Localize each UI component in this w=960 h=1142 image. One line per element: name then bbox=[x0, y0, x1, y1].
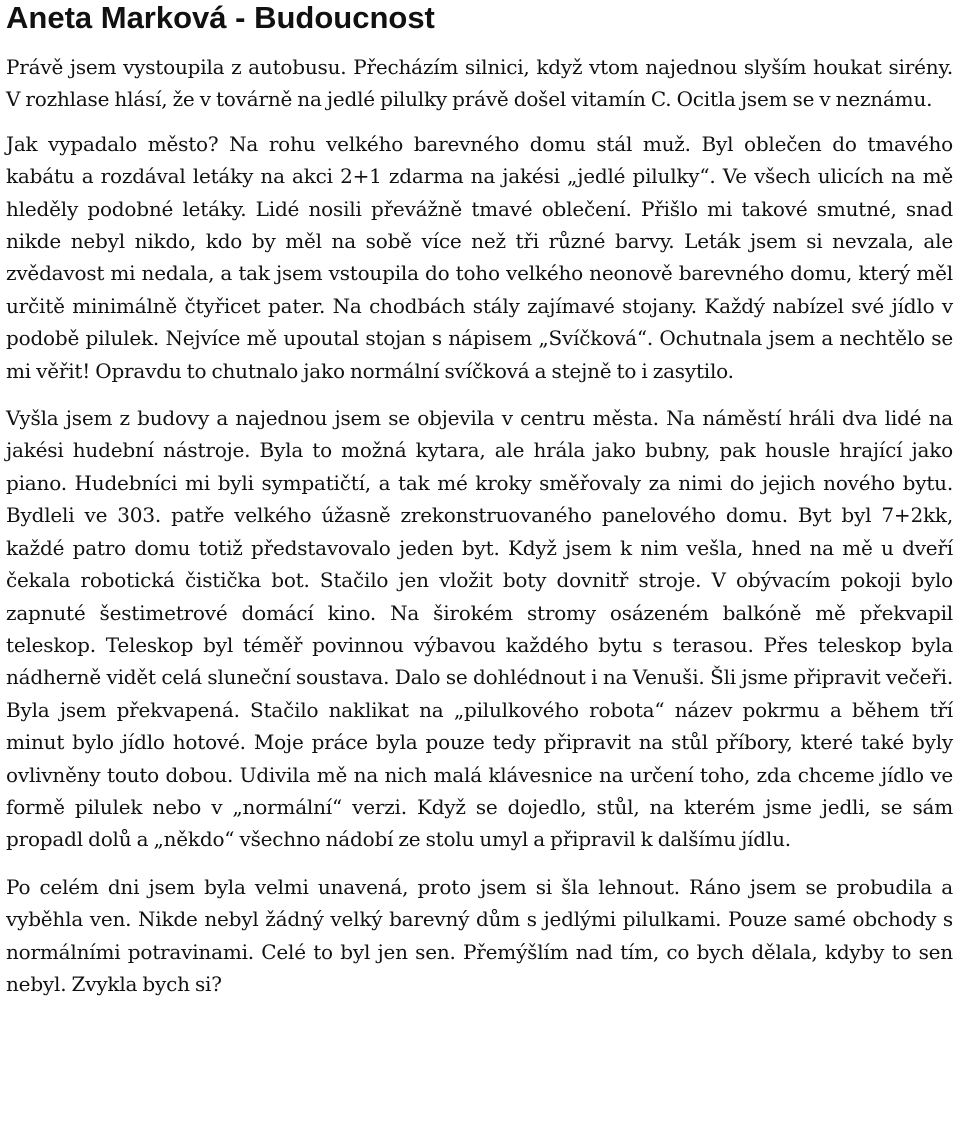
document-title: Aneta Marková - Budoucnost bbox=[6, 0, 435, 35]
paragraph-1: Právě jsem vystoupila z autobusu. Přecházím silnici, když vtom najednou slyším houkat sirény. V rozhlase hlásí, že v továrně na jedlé pilulky právě došel vitamín C. Ocitla jsem se v neznámu. bbox=[6, 55, 953, 112]
paragraph-2: Jak vypadalo město? Na rohu velkého barevného domu stál muž. Byl oblečen do tmavého kabátu a rozdával letáky na akci 2+1 zdarma na jakési „jedlé pilulky“. Ve všech ulicích na mě hleděly podobné letáky. Lidé nosili převážně tmavé oblečení. Přišlo mi takové smutné, snad nikde nebyl nikdo, kdo by měl na sobě více než tři různé barvy. Leták jsem si nevzala, ale zvědavost mi nedala, a tak jsem vstoupila do toho velkého neonově barevného domu, který měl určitě minimálně čtyřicet pater. Na chodbách stály zajímavé stojany. Každý nabízel své jídlo v podobě pilulek. Nejvíce mě upoutal stojan s nápisem „Svíčková“. Ochutnala jsem a nechtělo se mi věřit! Opravdu to chutnalo jako normální svíčková a stejně to i zasytilo. bbox=[6, 131, 953, 383]
paragraph-4: Po celém dni jsem byla velmi unavená, proto jsem si šla lehnout. Ráno jsem se probudila a vyběhla ven. Nikde nebyl žádný velký barevný dům s jedlými pilulkami. Pouze samé obchody s normálními potravinami. Celé to byl jen sen. Přemýšlím nad tím, co bych dělala, kdyby to sen nebyl. Zvykla bych si? bbox=[6, 874, 953, 996]
paragraph-3: Vyšla jsem z budovy a najednou jsem se objevila v centru města. Na náměstí hráli dva lidé na jakési hudební nástroje. Byla to možná kytara, ale hrála jako bubny, pak housle hrající jako piano. Hudebníci mi byli sympatičtí, a tak mé kroky směřovaly za nimi do jejich nového bytu. Bydleli ve 303. patře velkého úžasně zrekonstruovaného panelového domu. Byt byl 7+2kk, každé patro domu totiž představovalo jeden byt. Když jsem k nim vešla, hned na mě u dveří čekala robotická čistička bot. Stačilo jen vložit boty dovnitř stroje. V obývacím pokoji bylo zapnuté šestimetrové domácí kino. Na širokém stromy osázeném balkóně mě překvapil teleskop. Teleskop byl téměř povinnou výbavou každého bytu s terasou. Přes teleskop byla nádherně vidět celá sluneční soustava. Dalo se dohlédnout i na Venuši. Šli jsme připravit večeři. Byla jsem překvapená. Stačilo naklikat na „pilulkového robota“ název pokrmu a během tří minut bylo jídlo hotové. Moje práce byla pouze tedy připravit na stůl příbory, které také byly ovlivněny touto dobou. Udivila mě na nich malá klávesnice na určení toho, zda chceme jídlo ve formě pilulek nebo v „normální“ verzi. Když se dojedlo, stůl, na kterém jsme jedli, se sám propadl dolů a „někdo“ všechno nádobí ze stolu umyl a připravil k dalšímu jídlu. bbox=[6, 406, 953, 852]
